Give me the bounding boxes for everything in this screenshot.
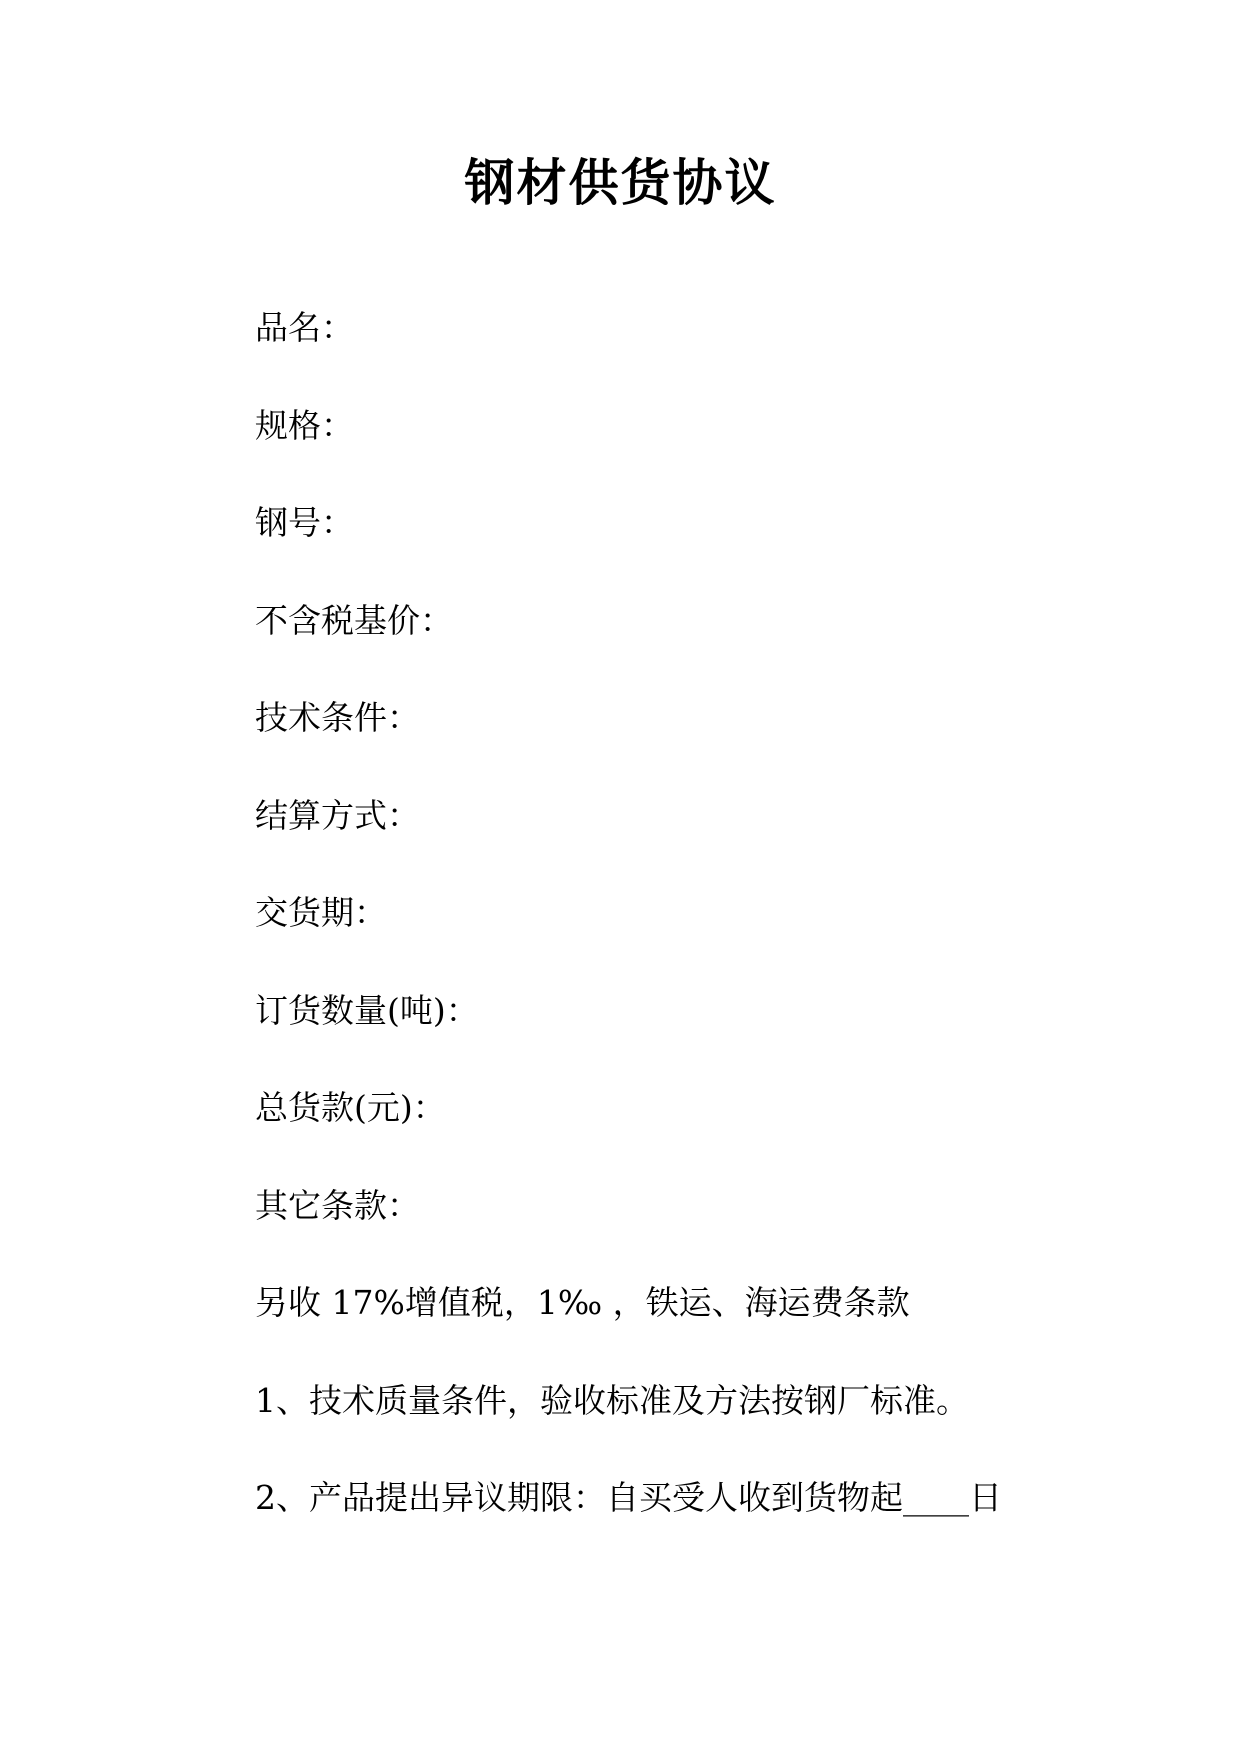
contract-lines — [255, 305, 1002, 1573]
line-order-quantity: 订货数量(吨)： — [255, 990, 479, 1030]
line-settlement-method: 结算方式： — [255, 795, 420, 835]
line-clause-1: 1、技术质量条件，验收标准及方法按钢厂标准。 — [255, 1380, 969, 1420]
line-other-terms: 其它条款： — [255, 1185, 420, 1225]
line-clause-2: 2、产品提出异议期限：自买受人收到货物起____日 — [255, 1478, 1002, 1517]
line-product-name: 品名： — [255, 308, 354, 347]
document-title: 钢材供货协议 — [464, 153, 777, 212]
line-specification: 规格： — [255, 405, 354, 445]
line-steel-grade: 钢号： — [255, 503, 354, 542]
line-delivery-period: 交货期： — [255, 893, 387, 932]
line-technical-conditions: 技术条件： — [255, 698, 420, 737]
line-total-payment: 总货款(元)： — [255, 1088, 446, 1127]
line-base-price: 不含税基价： — [255, 600, 453, 640]
line-tax-freight-terms: 另收 17%增值税，1‰ ，铁运、海运费条款 — [255, 1283, 910, 1322]
